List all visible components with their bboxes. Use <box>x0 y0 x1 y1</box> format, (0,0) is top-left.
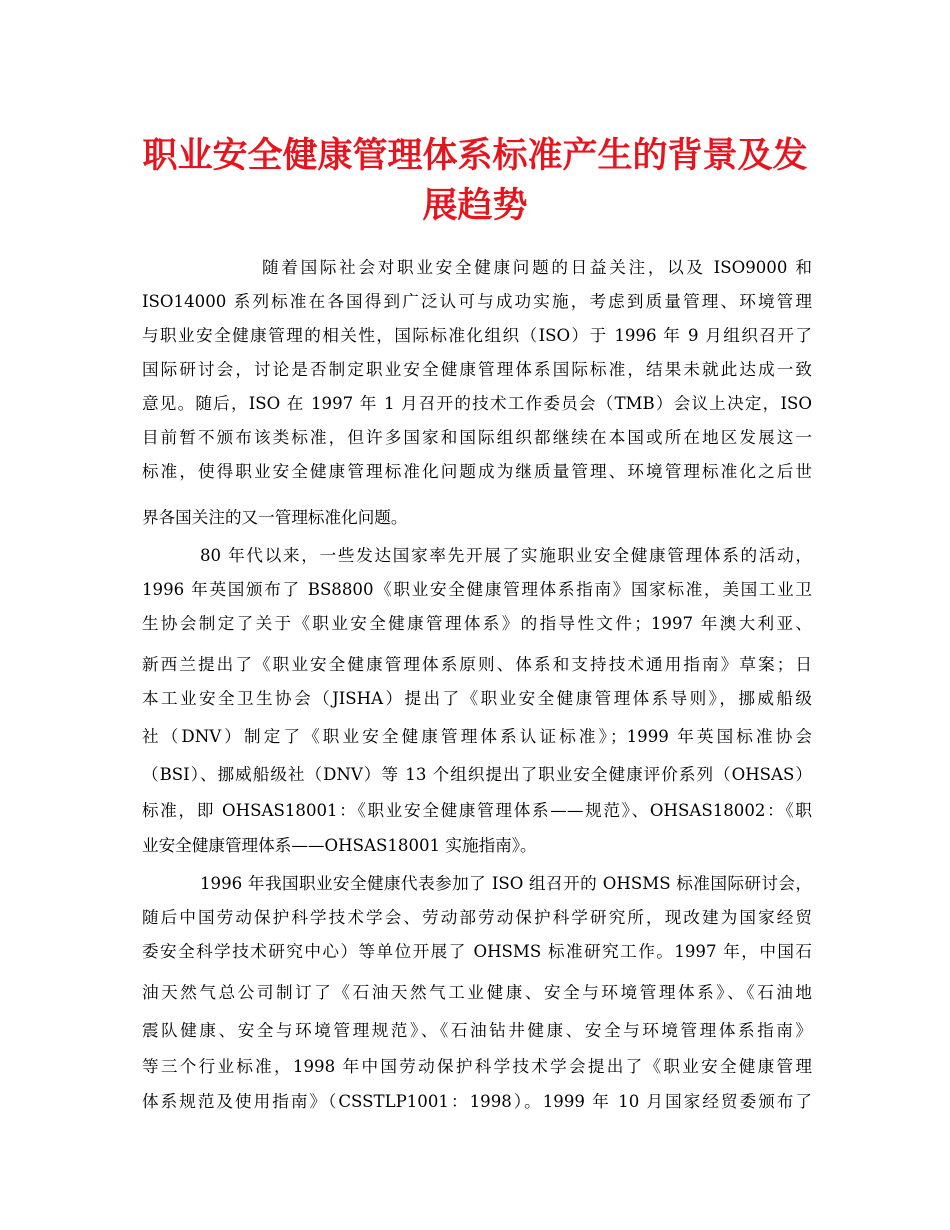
paragraph-line: 1996 年我国职业安全健康代表参加了 ISO 组召开的 OHSMS 标准国际研讨会， <box>200 874 812 893</box>
paragraph-line: 等三个行业标准，1998 年中国劳动保护科学技术学会提出了《职业安全健康管理 <box>142 1057 812 1076</box>
paragraph-line: 80 年代以来，一些发达国家率先开展了实施职业安全健康管理体系的活动， <box>200 546 812 565</box>
paragraph-line: 标准，即 OHSAS18001：《职业安全健康管理体系——规范》、OHSAS18002：《职 <box>142 801 812 820</box>
paragraph-line: 随着国际社会对职业安全健康问题的日益关注，以及 ISO9000 和 <box>262 258 812 277</box>
paragraph-line: （BSI）、挪威船级社（DNV）等 13 个组织提出了职业安全健康评价系列（OHSAS） <box>142 765 812 784</box>
paragraph-line: 意见。随后，ISO 在 1997 年 1 月召开的技术工作委员会（TMB）会议上决定，ISO <box>142 394 812 413</box>
paragraph-line: 界各国关注的又一管理标准化问题。 <box>142 508 408 527</box>
paragraph-line: 随后中国劳动保护科学技术学会、劳动部劳动保护科学研究所，现改建为国家经贸 <box>142 908 812 927</box>
paragraph-line: 社（DNV）制定了《职业安全健康管理体系认证标准》；1999 年英国标准协会 <box>142 727 812 746</box>
paragraph-line: 本工业安全卫生协会（JISHA）提出了《职业安全健康管理体系导则》，挪威船级 <box>142 689 812 708</box>
paragraph-line: ISO14000 系列标准在各国得到广泛认可与成功实施，考虑到质量管理、环境管理 <box>142 292 812 311</box>
paragraph-line: 国际研讨会，讨论是否制定职业安全健康管理体系国际标准，结果未就此达成一致 <box>142 360 812 379</box>
paragraph-line: 与职业安全健康管理的相关性，国际标准化组织（ISO）于 1996 年 9 月组织召开了 <box>142 326 812 345</box>
paragraph-line: 1996 年英国颁布了 BS8800《职业安全健康管理体系指南》国家标准，美国工业卫 <box>142 580 812 599</box>
paragraph-line: 新西兰提出了《职业安全健康管理体系原则、体系和支持技术通用指南》草案；日 <box>142 655 812 674</box>
document-title-line-2: 展趋势 <box>422 185 528 226</box>
paragraph-line: 业安全健康管理体系——OHSAS18001 实施指南》。 <box>142 836 537 855</box>
paragraph-line: 标准，使得职业安全健康管理标准化问题成为继质量管理、环境管理标准化之后世 <box>142 462 812 481</box>
paragraph-line: 生协会制定了关于《职业安全健康管理体系》的指导性文件；1997 年澳大利亚、 <box>142 614 812 633</box>
document-title-line-1: 职业安全健康管理体系标准产生的背景及发 <box>142 135 808 176</box>
paragraph-line: 目前暂不颁布该类标准，但许多国家和国际组织都继续在本国或所在地区发展这一 <box>142 428 812 447</box>
paragraph-line: 油天然气总公司制订了《石油天然气工业健康、安全与环境管理体系》、《石油地 <box>142 983 812 1002</box>
paragraph-line: 体系规范及使用指南》（CSSTLP1001：1998）。1999 年 10 月国家经贸委颁布了 <box>142 1092 812 1111</box>
paragraph-line: 震队健康、安全与环境管理规范》、《石油钻井健康、安全与环境管理体系指南》 <box>142 1021 812 1040</box>
paragraph-line: 委安全科学技术研究中心）等单位开展了 OHSMS 标准研究工作。1997 年，中国石 <box>142 942 812 961</box>
